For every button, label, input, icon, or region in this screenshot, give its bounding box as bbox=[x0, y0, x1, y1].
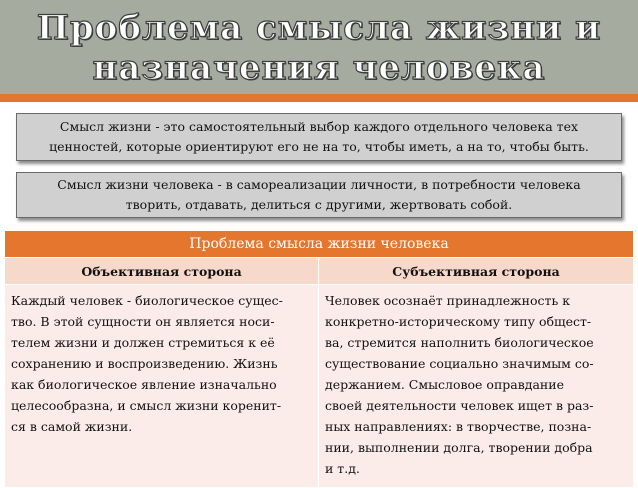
table-title: Проблема смысла жизни человека bbox=[5, 231, 634, 258]
objective-line: ся в самой жизни. bbox=[11, 419, 133, 434]
objective-line: тво. В этой сущности он является носи- bbox=[11, 314, 275, 329]
subjective-line: ных направлениях: в творчестве, позна- bbox=[325, 419, 592, 434]
table-row bbox=[5, 285, 634, 488]
page-title-line-2: назначения человека bbox=[92, 48, 546, 88]
problem-table bbox=[4, 230, 634, 488]
definition-box-2 bbox=[16, 172, 622, 218]
objective-line: целесообразна, и смысл жизни коренит- bbox=[11, 398, 282, 413]
subjective-side-cell bbox=[319, 285, 634, 488]
subjective-line: нии, выполнении долга, творении добра bbox=[325, 440, 593, 455]
page-title-line-1: Проблема смысла жизни и bbox=[36, 8, 602, 48]
objective-line: телем жизни и должен стремиться к её bbox=[11, 335, 275, 350]
table-title-row bbox=[5, 231, 634, 258]
title-band bbox=[0, 0, 638, 94]
objective-line: как биологическое явление изначально bbox=[11, 377, 277, 392]
definition-text-1 bbox=[29, 117, 609, 157]
definition-2-line-1: Смысл жизни человека - в самореализации личности, в потребности человека bbox=[57, 177, 581, 192]
subjective-line: своей деятельности человек ищет в раз- bbox=[325, 398, 594, 413]
subjective-line: Человек осознаёт принадлежность к bbox=[325, 293, 571, 308]
definition-2-line-2: творить, отдавать, делиться с другими, жертвовать собой. bbox=[125, 197, 513, 212]
objective-line: Каждый человек - биологическое сущес- bbox=[11, 293, 283, 308]
objective-line: сохранению и воспроизведению. Жизнь bbox=[11, 356, 278, 371]
subjective-line: и т.д. bbox=[325, 461, 360, 476]
definition-1-line-2: ценностей, которые ориентируют его не на то, чтобы иметь, а на то, чтобы быть. bbox=[49, 139, 589, 154]
page-title bbox=[0, 8, 638, 88]
objective-side-cell bbox=[5, 285, 319, 488]
subjective-line: держанием. Смысловое оправдание bbox=[325, 377, 564, 392]
orange-divider bbox=[0, 94, 638, 102]
definition-text-2 bbox=[37, 175, 600, 215]
column-header-objective: Объективная сторона bbox=[5, 258, 319, 285]
subjective-line: существование социально значимым со- bbox=[325, 356, 594, 371]
subjective-line: ва, стремится наполнить биологическое bbox=[325, 335, 594, 350]
definition-1-line-1: Смысл жизни - это самостоятельный выбор каждого отдельного человека тех bbox=[59, 119, 579, 134]
column-header-row bbox=[5, 258, 634, 285]
definition-box-1 bbox=[16, 113, 622, 161]
subjective-line: конкретно-историческому типу общест- bbox=[325, 314, 592, 329]
column-header-subjective: Субъективная сторона bbox=[319, 258, 634, 285]
